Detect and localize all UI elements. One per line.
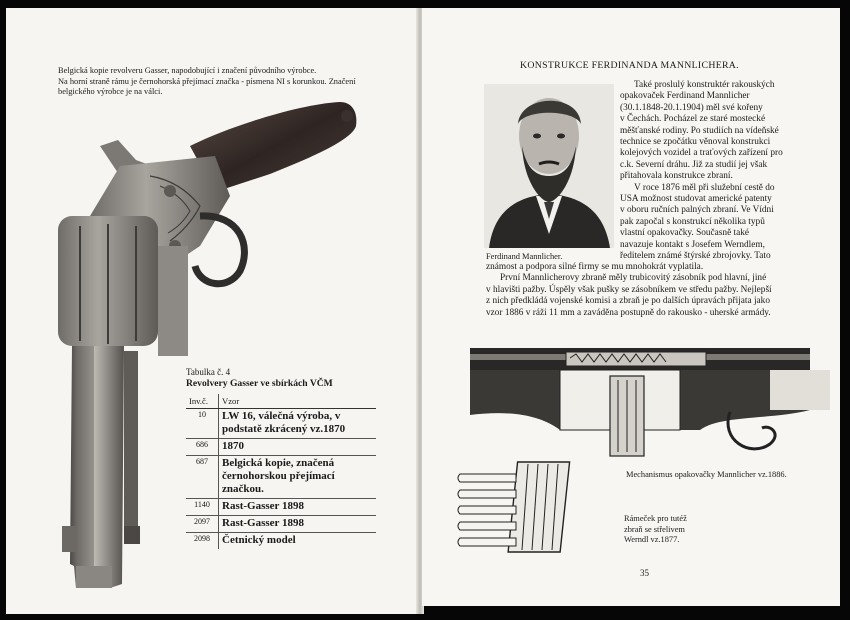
mechanism-illustration <box>470 340 830 460</box>
text-line: z nich předkládá vojenské komisi a zbraň je po dalších úpravách přijata jako <box>486 296 770 307</box>
column-header-inv: Inv.č. <box>186 394 219 409</box>
text-line: vzor 1886 v ráži 11 mm a zaváděna postupně do rakousko - uherské armády. <box>486 307 771 318</box>
revolver-caption <box>58 66 388 98</box>
chapter-heading: KONSTRUKCE FERDINANDA MANNLICHERA. <box>520 60 739 71</box>
text-line: kolejových vozidel a traťových zařízení pro <box>620 148 783 159</box>
text-line: v Čechách. Pocházel ze staré mostecké <box>620 114 766 125</box>
clip-caption-line: zbraň se střelivem <box>624 524 685 534</box>
text-line: ředitelem známé štýrské zbrojovky. Tato <box>620 251 771 262</box>
table-title: Revolvery Gasser ve sbírkách VČM <box>186 378 333 389</box>
history-paragraph <box>486 262 804 319</box>
text-line: v hlavišti pažby. Úspěly však pušky se zásobníkem ve středu pažby. Nejlepší <box>486 284 772 295</box>
inv-cell: 1140 <box>186 499 219 516</box>
vzor-cell: LW 16, válečná výroba, v podstatě zkrácený vz.1870 <box>219 409 377 439</box>
page-number: 35 <box>640 568 649 578</box>
table-row <box>186 409 376 439</box>
inv-cell: 2097 <box>186 516 219 533</box>
intro-paragraph <box>620 80 796 263</box>
table-row <box>186 499 376 516</box>
text-line: měšťanské rodiny. Po studiích na vídeňské <box>620 125 779 136</box>
table-label: Tabulka č. 4 <box>186 367 231 377</box>
clip-cartridges-illustration <box>456 458 586 568</box>
portrait-caption: Ferdinand Mannlicher. <box>486 252 563 261</box>
table-row <box>186 516 376 533</box>
text-line: známost a podpora silné firmy se mu mnohokrát vyplatila. <box>486 262 704 272</box>
vzor-cell: Četnický model <box>219 533 377 550</box>
text-line: (30.1.1848-20.1.1904) měl své kořeny <box>620 102 763 113</box>
text-line: V roce 1876 měl při služební cestě do <box>634 182 775 193</box>
vzor-cell: Belgická kopie, značená černohorskou přejímací značkou. <box>219 456 377 499</box>
revolver-table <box>186 394 376 549</box>
text-line: navazuje kontakt s Josefem Werndlem, <box>620 239 765 250</box>
table-row <box>186 533 376 550</box>
text-line: vlastní opakovačky. Současně také <box>620 228 749 239</box>
text-line: Také proslulý konstruktér rakouských <box>634 80 775 90</box>
revolver-caption-line: belgického výrobce je na válci. <box>58 87 163 97</box>
table-row <box>186 456 376 499</box>
clip-caption-line: Rámeček pro tutéž <box>624 514 687 523</box>
revolver-caption-line: Belgická kopie revolveru Gasser, napodobující i značení původního výrobce. <box>58 66 317 75</box>
inv-cell: 2098 <box>186 533 219 550</box>
table-header-row <box>186 394 376 409</box>
clip-caption-line: Werndl vz.1877. <box>624 535 680 545</box>
mannlicher-portrait <box>484 84 614 248</box>
text-line: opakovaček Ferdinand Mannlicher <box>620 91 750 102</box>
vzor-cell: 1870 <box>219 439 377 456</box>
vzor-cell: Rast-Gasser 1898 <box>219 516 377 533</box>
text-line: c.k. Severní dráhu. Již za studií jej však <box>620 159 768 170</box>
inv-cell: 10 <box>186 409 219 439</box>
column-header-vzor: Vzor <box>219 394 377 409</box>
table-row <box>186 439 376 456</box>
inv-cell: 686 <box>186 439 219 456</box>
text-line: v oboru ručních palných zbraní. Ve Vídni <box>620 205 774 216</box>
text-line: pak započal s konstrukcí několika typů <box>620 216 765 227</box>
text-line: přitahovala konstrukce zbraní. <box>620 171 733 182</box>
text-line: První Mannlicherovy zbraně měly trubicovitý zásobník pod hlavní, jiné <box>500 273 767 284</box>
text-line: technice se zpočátku věnoval konstrukci <box>620 137 771 148</box>
mechanism-caption: Mechanismus opakovačky Mannlicher vz.1886. <box>626 470 787 479</box>
text-line: USA možnost studovat americké patenty <box>620 194 772 205</box>
revolver-caption-line: Na horní straně rámu je černohorská přejímací značka - písmena NI s korunkou. Značení <box>58 76 356 86</box>
inv-cell: 687 <box>186 456 219 499</box>
vzor-cell: Rast-Gasser 1898 <box>219 499 377 516</box>
table-heading <box>186 366 333 390</box>
clip-caption <box>624 514 687 546</box>
